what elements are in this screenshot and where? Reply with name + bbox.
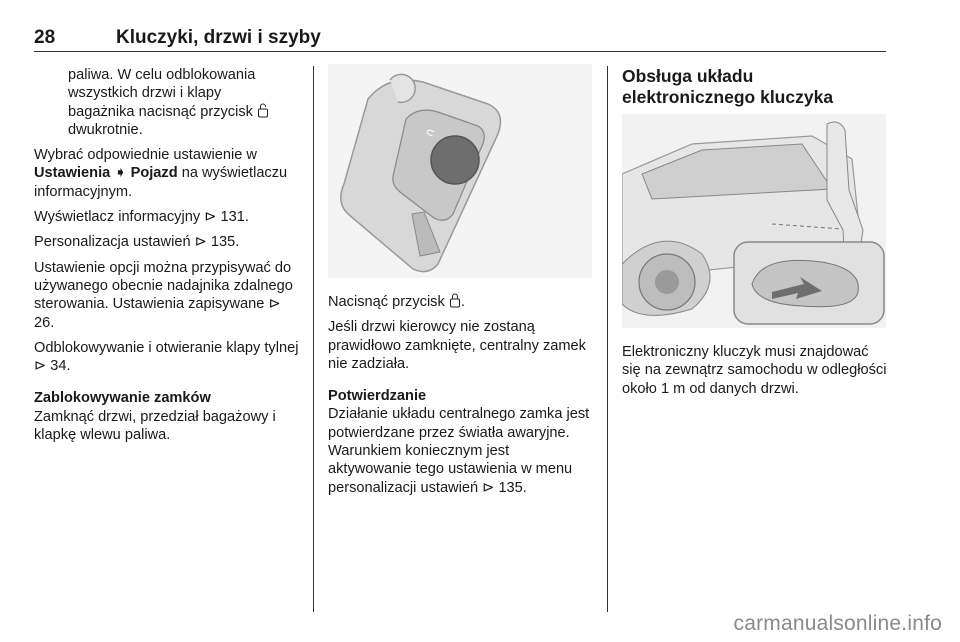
unlock-icon [257,103,269,118]
driver-door-paragraph: Jeśli drzwi kierowcy nie zostaną prawidłowo zamknięte, centralny zamek nie zadziała. [328,319,586,372]
lock-heading: Zablokowywanie zamków [34,390,211,407]
confirmation-heading: Potwierdzanie [328,388,427,405]
svg-text:∩: ∩ [421,125,438,140]
press-button-instruction: Nacisnąć przycisk . [328,294,465,310]
personalization-reference: Personalizacja ustawień ⊳ 135. [34,234,240,251]
page-ref-icon: ⊳ [204,209,217,226]
assign-paragraph: Ustawienie opcji można przypisywać do używanego obecnie nadajnika zdalnego sterowania. Ustawienia zapisywane ⊳ 26. [34,259,293,331]
column-3-body [622,343,890,405]
column-divider-2 [607,66,608,612]
confirmation-paragraph: Działanie układu centralnego zamka jest potwierdzane przez światła awaryjne. Warunkiem koniecznym jest aktywowanie tego ustawienia w menu personalizacji ustawień ⊳ 135. [328,406,590,496]
page-ref-icon: ⊳ [482,479,495,496]
column-3 [622,66,890,108]
page-header [34,27,886,51]
arrow-right-icon: ➧ [114,165,127,182]
header-rule [34,51,886,52]
watermark: carmanualsonline.info [733,612,942,635]
chapter-title: Kluczyki, drzwi i szyby [116,27,321,48]
page-ref-icon: ⊳ [268,296,281,313]
tailgate-paragraph: Odblokowywanie i otwieranie klapy tylnej ⊳ 34. [34,339,299,375]
display-reference: Wyświetlacz informacyjny ⊳ 131. [34,209,249,226]
column-1 [34,66,302,451]
page-number: 28 [34,27,56,48]
column-2 [328,293,596,504]
page-ref-icon: ⊳ [34,358,47,375]
column-divider-1 [313,66,314,612]
continued-paragraph: paliwa. W celu odblokowania wszystkich drzwi i klapy bagażnika nacisnąć przycisk dwukrotnie. [34,66,302,139]
key-distance-paragraph: Elektroniczny kluczyk musi znajdować się na zewnątrz samochodu w odległości około 1 m od danych drzwi. [622,344,887,397]
car-door-handle-illustration [622,114,886,328]
lock-icon [449,293,461,308]
lock-paragraph: Zamknąć drzwi, przedział bagażowy i klapkę wlewu paliwa. [34,408,276,444]
page-ref-icon: ⊳ [194,234,207,251]
settings-paragraph: Wybrać odpowiednie ustawienie w Ustawienia ➧ Pojazd na wyświetlaczu informacyjnym. [34,147,288,200]
section-title: Obsługa układu elektronicznego kluczyka [622,66,834,107]
key-fob-illustration [328,64,592,278]
